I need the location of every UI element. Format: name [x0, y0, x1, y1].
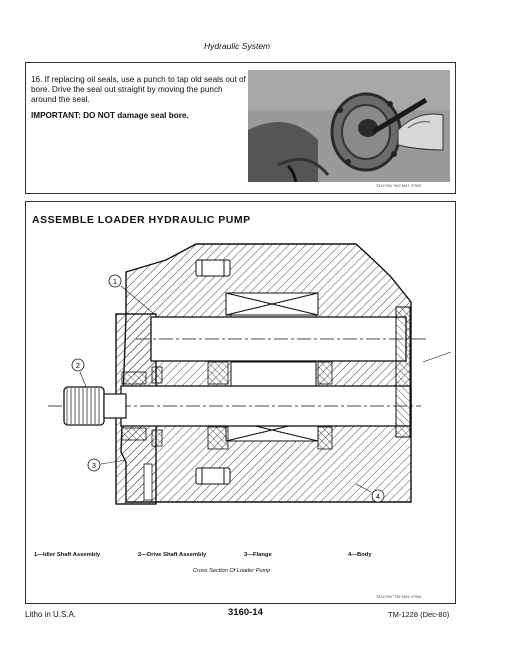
- legend-item-drive-shaft: 2—Drive Shaft Assembly: [138, 552, 207, 558]
- legend-item-flange: 3—Flange: [244, 552, 272, 558]
- step-16-instruction: 16. If replacing oil seals, use a punch to tap old seals out of bore. Drive the seal out straight by moving the punch around the seal.: [31, 75, 246, 104]
- pump-cross-section-drawing: [26, 202, 457, 605]
- seal-removal-photo: [248, 70, 450, 182]
- callout-1: 1: [113, 279, 117, 286]
- section-title: ASSEMBLE LOADER HYDRAULIC PUMP: [32, 214, 251, 226]
- step-16-text-block: [31, 75, 246, 121]
- legend-item-idler-shaft: 1—Idler Shaft Assembly: [34, 552, 101, 558]
- callout-3: 3: [92, 463, 96, 470]
- callout-2: 2: [76, 363, 80, 370]
- legend-item-body: 4—Body: [348, 552, 372, 558]
- callout-4: 4: [376, 494, 380, 501]
- footer-litho: Litho in U.S.A.: [25, 610, 77, 619]
- footer-manual-id: TM-1228 (Dec-80): [388, 610, 450, 619]
- figure-caption: Cross Section Of Loader Pump: [193, 568, 271, 574]
- seal-removal-illustration: [248, 70, 450, 182]
- important-warning: IMPORTANT: DO NOT damage seal bore.: [31, 111, 189, 120]
- assembly-section-frame: [25, 201, 456, 604]
- page-header-title: Hydraulic System: [204, 41, 271, 51]
- photo-reference: T81479N "062 M47 27930: [376, 184, 422, 188]
- footer-page-number: 3160-14: [228, 607, 263, 618]
- figure-reference: T81479N "T81 M49 27930: [376, 595, 422, 599]
- step-16-frame: [25, 62, 456, 194]
